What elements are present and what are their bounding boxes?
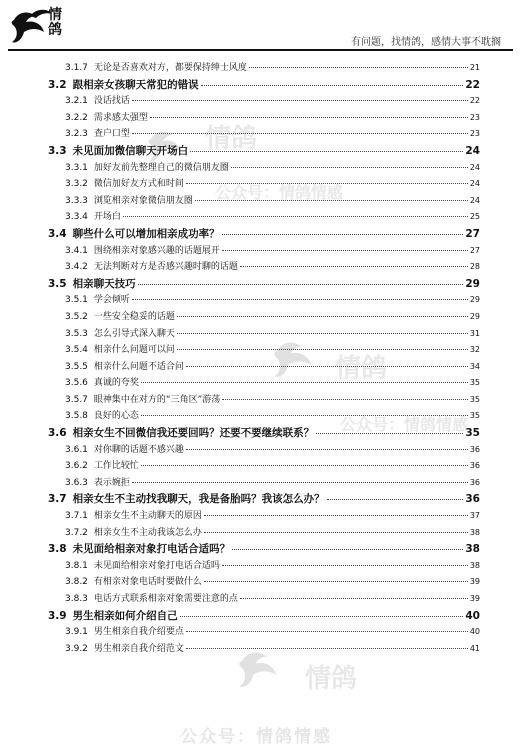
toc-page-number: 22 <box>469 96 480 106</box>
toc-entry-title: 查户口型 <box>93 129 130 140</box>
page-header <box>0 0 521 52</box>
toc-dot-leader <box>204 581 468 582</box>
toc-entry-title: 相亲女生不主动我该怎么办 <box>93 527 202 538</box>
toc-entry-title: 学会倾听 <box>93 295 130 306</box>
toc-entry-title: 浏览相亲对象微信朋友圈 <box>93 195 193 206</box>
toc-entry-number: 3.2.3 <box>65 129 88 140</box>
table-of-contents <box>48 59 480 656</box>
toc-subsection-entry[interactable] <box>48 623 480 640</box>
toc-entry-number: 3.5.2 <box>65 311 88 322</box>
toc-dot-leader <box>240 266 468 267</box>
toc-entry-number: 3.5.6 <box>65 378 88 389</box>
toc-dot-leader <box>222 250 468 251</box>
toc-entry-title: 无论是否喜欢对方，都要保持绅士风度 <box>93 63 247 73</box>
toc-subsection-entry[interactable] <box>48 125 480 142</box>
toc-page-number: 36 <box>469 477 480 487</box>
toc-dot-leader <box>231 167 468 168</box>
logo-char-1: 情 <box>48 7 62 23</box>
toc-entry-title: 相亲什么问题不适合问 <box>93 361 184 372</box>
toc-subsection-entry[interactable] <box>48 358 480 375</box>
toc-entry-number: 3.3.2 <box>65 179 88 190</box>
toc-subsection-entry[interactable] <box>48 507 480 524</box>
toc-entry-number: 3.5.7 <box>65 394 88 405</box>
toc-section-entry[interactable] <box>48 142 480 159</box>
toc-entry-title: 相亲女生不主动找我聊天，我是备胎吗？我该怎么办？ <box>72 493 325 506</box>
toc-dot-leader <box>222 399 468 400</box>
toc-subsection-entry[interactable] <box>48 325 480 342</box>
toc-page-number: 23 <box>469 129 480 139</box>
toc-page-number: 36 <box>469 444 480 454</box>
toc-page-number: 39 <box>469 594 480 603</box>
toc-entry-number: 3.6 <box>48 427 67 440</box>
toc-page-number: 29 <box>469 311 480 321</box>
toc-entry-title: 围绕相亲对象感兴趣的话题展开 <box>93 245 220 256</box>
toc-page-number: 36 <box>465 493 480 506</box>
toc-entry-number: 3.5.8 <box>65 411 88 422</box>
toc-entry-title: 聊些什么可以增加相亲成功率？ <box>72 227 220 240</box>
logo-char-2: 鸽 <box>48 22 62 38</box>
toc-section-entry[interactable] <box>48 76 480 93</box>
toc-entry-number: 3.8.2 <box>65 577 88 588</box>
toc-subsection-entry[interactable] <box>48 291 480 308</box>
toc-entry-title: 未见面加微信聊天开场白 <box>72 144 189 157</box>
toc-section-entry[interactable] <box>48 225 480 242</box>
toc-page-number: 27 <box>465 227 480 240</box>
toc-entry-number: 3.8.3 <box>65 594 88 604</box>
toc-subsection-entry[interactable] <box>48 573 480 590</box>
toc-entry-number: 3.7.2 <box>65 527 88 538</box>
toc-dot-leader <box>132 299 468 300</box>
toc-dot-leader <box>222 234 464 235</box>
toc-subsection-entry[interactable] <box>48 192 480 209</box>
toc-subsection-entry[interactable] <box>48 109 480 126</box>
toc-entry-title: 电话方式联系相亲对象需要注意的点 <box>93 594 238 604</box>
toc-entry-title: 相亲女生不主动聊天的原因 <box>93 511 202 522</box>
toc-entry-title: 跟相亲女孩聊天常犯的错误 <box>72 78 199 91</box>
toc-entry-title: 工作比较忙 <box>93 461 139 472</box>
toc-entry-title: 一些安全稳妥的话题 <box>93 311 175 322</box>
toc-section-entry[interactable] <box>48 540 480 557</box>
toc-entry-number: 3.5.1 <box>65 295 88 306</box>
header-divider <box>8 49 513 51</box>
toc-page-number: 29 <box>465 277 480 290</box>
toc-page-number: 35 <box>465 427 480 440</box>
toc-page-number: 36 <box>469 461 480 471</box>
toc-dot-leader <box>190 151 463 152</box>
toc-entry-number: 3.3 <box>48 144 67 157</box>
toc-dot-leader <box>132 482 468 483</box>
toc-entry-number: 3.5.4 <box>65 345 88 356</box>
toc-dot-leader <box>150 117 468 118</box>
toc-dot-leader <box>132 100 468 101</box>
watermark-brand: 情鸽 <box>305 664 358 694</box>
watermark-account: 公众号：情鸽情感 <box>215 183 344 202</box>
toc-entry-number: 3.3.4 <box>65 212 88 223</box>
toc-page-number: 35 <box>469 411 480 421</box>
toc-dot-leader <box>132 133 468 134</box>
toc-entry-title: 有相亲对象电话时要做什么 <box>93 577 202 588</box>
toc-dot-leader <box>222 565 468 566</box>
toc-subsection-entry[interactable] <box>48 341 480 358</box>
toc-entry-number: 3.5.5 <box>65 361 88 372</box>
toc-entry-number: 3.5.3 <box>65 328 88 339</box>
toc-entry-number: 3.4 <box>48 227 67 240</box>
toc-subsection-entry[interactable] <box>48 441 480 458</box>
toc-subsection-entry[interactable] <box>48 524 480 541</box>
toc-entry-title: 相亲什么问题可以问 <box>93 345 175 356</box>
toc-entry-title: 加好友前先整理自己的微信朋友圈 <box>93 162 229 173</box>
toc-dot-leader <box>204 515 468 516</box>
toc-page-number: 31 <box>469 328 480 338</box>
toc-entry-number: 3.3.3 <box>65 195 88 206</box>
toc-page-number: 40 <box>469 627 480 637</box>
logo-text <box>48 8 62 38</box>
toc-subsection-entry[interactable] <box>48 557 480 574</box>
toc-dot-leader <box>186 449 468 450</box>
toc-entry-number: 3.2.1 <box>65 96 88 107</box>
toc-entry-number: 3.3.1 <box>65 162 88 173</box>
dove-logo-icon <box>8 6 78 46</box>
toc-page-number: 35 <box>469 378 480 388</box>
toc-dot-leader <box>186 648 468 649</box>
toc-section-entry[interactable] <box>48 275 480 292</box>
toc-entry-title: 对你聊的话题不感兴趣 <box>93 444 184 455</box>
toc-entry-title: 良好的心态 <box>93 411 139 422</box>
toc-subsection-entry[interactable] <box>48 391 480 408</box>
toc-dot-leader <box>316 433 463 434</box>
toc-subsection-entry[interactable] <box>48 242 480 259</box>
toc-page-number: 34 <box>469 361 480 371</box>
toc-page-number: 24 <box>469 162 480 172</box>
toc-dot-leader <box>204 532 468 533</box>
toc-entry-title: 眼神集中在对方的“三角区”游荡 <box>93 394 221 405</box>
toc-entry-number: 3.6.2 <box>65 461 88 472</box>
toc-page-number: 21 <box>469 63 480 72</box>
toc-entry-title: 未见面给相亲对象打电话合适吗？ <box>72 543 231 556</box>
toc-page-number: 37 <box>469 511 480 521</box>
toc-dot-leader <box>138 284 464 285</box>
toc-page-number: 24 <box>469 179 480 189</box>
toc-subsection-entry[interactable] <box>48 457 480 474</box>
toc-page-number: 24 <box>469 195 480 205</box>
toc-section-entry[interactable] <box>48 424 480 441</box>
toc-dot-leader <box>186 366 468 367</box>
toc-entry-title: 男生相亲如何介绍自己 <box>72 609 178 622</box>
toc-entry-title: 怎么引导式深入聊天 <box>93 328 175 339</box>
toc-dot-leader <box>177 316 468 317</box>
toc-entry-number: 3.9 <box>48 609 67 622</box>
toc-page-number: 41 <box>469 643 480 653</box>
toc-entry-number: 3.2 <box>48 78 67 91</box>
toc-entry-number: 3.6.1 <box>65 444 88 455</box>
toc-dot-leader <box>177 333 468 334</box>
toc-entry-number: 3.5 <box>48 277 67 290</box>
toc-dot-leader <box>232 549 463 550</box>
toc-entry-number: 3.1.7 <box>65 63 88 73</box>
toc-subsection-entry[interactable] <box>48 590 480 607</box>
toc-subsection-entry[interactable] <box>48 308 480 325</box>
toc-subsection-entry[interactable] <box>48 374 480 391</box>
toc-page-number: 38 <box>469 527 480 537</box>
toc-page-number: 39 <box>469 577 480 587</box>
toc-section-entry[interactable] <box>48 607 480 624</box>
toc-entry-title: 表示婉拒 <box>93 477 130 488</box>
toc-subsection-entry[interactable] <box>48 258 480 275</box>
toc-entry-number: 3.7.1 <box>65 511 88 522</box>
toc-entry-title: 真诚的夸奖 <box>93 378 139 389</box>
toc-entry-number: 3.9.1 <box>65 627 88 638</box>
toc-entry-number: 3.9.2 <box>65 643 88 654</box>
toc-entry-title: 无法判断对方是否感兴趣时聊的话题 <box>93 262 238 273</box>
toc-page-number: 38 <box>469 560 480 570</box>
toc-dot-leader <box>123 216 468 217</box>
toc-subsection-entry[interactable] <box>48 640 480 657</box>
toc-dot-leader <box>249 67 468 68</box>
toc-entry-title: 需求感太强型 <box>93 112 148 123</box>
toc-dot-leader <box>141 382 468 383</box>
toc-dot-leader <box>201 85 464 86</box>
toc-page-number: 29 <box>469 295 480 305</box>
toc-entry-number: 3.6.3 <box>65 477 88 488</box>
toc-entry-title: 没话找话 <box>93 96 130 107</box>
toc-entry-title: 未见面给相亲对象打电话合适吗 <box>93 560 220 571</box>
toc-entry-title: 男生相亲自我介绍要点 <box>93 627 184 638</box>
toc-page-number: 22 <box>465 78 480 91</box>
toc-entry-number: 3.2.2 <box>65 112 88 123</box>
toc-section-entry[interactable] <box>48 490 480 507</box>
toc-dot-leader <box>186 631 468 632</box>
toc-dot-leader <box>141 465 468 466</box>
toc-page-number: 38 <box>465 543 480 556</box>
toc-subsection-entry[interactable] <box>48 474 480 491</box>
toc-page-number: 32 <box>469 345 480 355</box>
toc-entry-title: 开场白 <box>93 212 121 223</box>
toc-entry-title: 相亲女生不回微信我还要回吗？还要不要继续联系？ <box>72 427 315 440</box>
toc-entry-title: 微信加好友方式和时间 <box>93 179 184 190</box>
toc-dot-leader <box>141 415 468 416</box>
toc-entry-number: 3.7 <box>48 493 67 506</box>
toc-entry-number: 3.4.1 <box>65 245 88 256</box>
toc-subsection-entry[interactable] <box>48 407 480 424</box>
toc-page-number: 24 <box>465 144 480 157</box>
toc-entry-title: 相亲聊天技巧 <box>72 277 136 290</box>
watermark-brand: 情鸽 <box>205 124 258 154</box>
toc-dot-leader <box>195 200 468 201</box>
header-slogan: 有问题，找情鸽，感情大事不耽搁 <box>351 37 501 48</box>
toc-subsection-entry[interactable] <box>48 208 480 225</box>
toc-subsection-entry[interactable] <box>48 175 480 192</box>
toc-dot-leader <box>327 499 464 500</box>
watermark-brand: 情鸽 <box>335 354 388 384</box>
toc-dot-leader <box>186 183 468 184</box>
toc-subsection-entry[interactable] <box>48 159 480 176</box>
toc-entry-title: 男生相亲自我介绍范文 <box>93 643 184 654</box>
toc-entry-number: 3.8.1 <box>65 560 88 571</box>
toc-entry-number: 3.4.2 <box>65 262 88 273</box>
toc-dot-leader <box>240 598 468 599</box>
watermark-account: 公众号：情鸽情感 <box>180 727 332 747</box>
toc-subsection-entry[interactable] <box>48 59 480 76</box>
toc-page-number: 23 <box>469 112 480 122</box>
toc-page-number: 25 <box>469 212 480 222</box>
toc-page-number: 28 <box>469 262 480 272</box>
watermark-account: 公众号：情鸽情感 <box>340 415 469 434</box>
toc-dot-leader <box>180 616 464 617</box>
toc-subsection-entry[interactable] <box>48 92 480 109</box>
toc-page-number: 27 <box>469 245 480 255</box>
toc-page-number: 35 <box>469 394 480 404</box>
toc-dot-leader <box>177 349 468 350</box>
toc-page-number: 40 <box>465 609 480 622</box>
toc-entry-number: 3.8 <box>48 543 67 556</box>
